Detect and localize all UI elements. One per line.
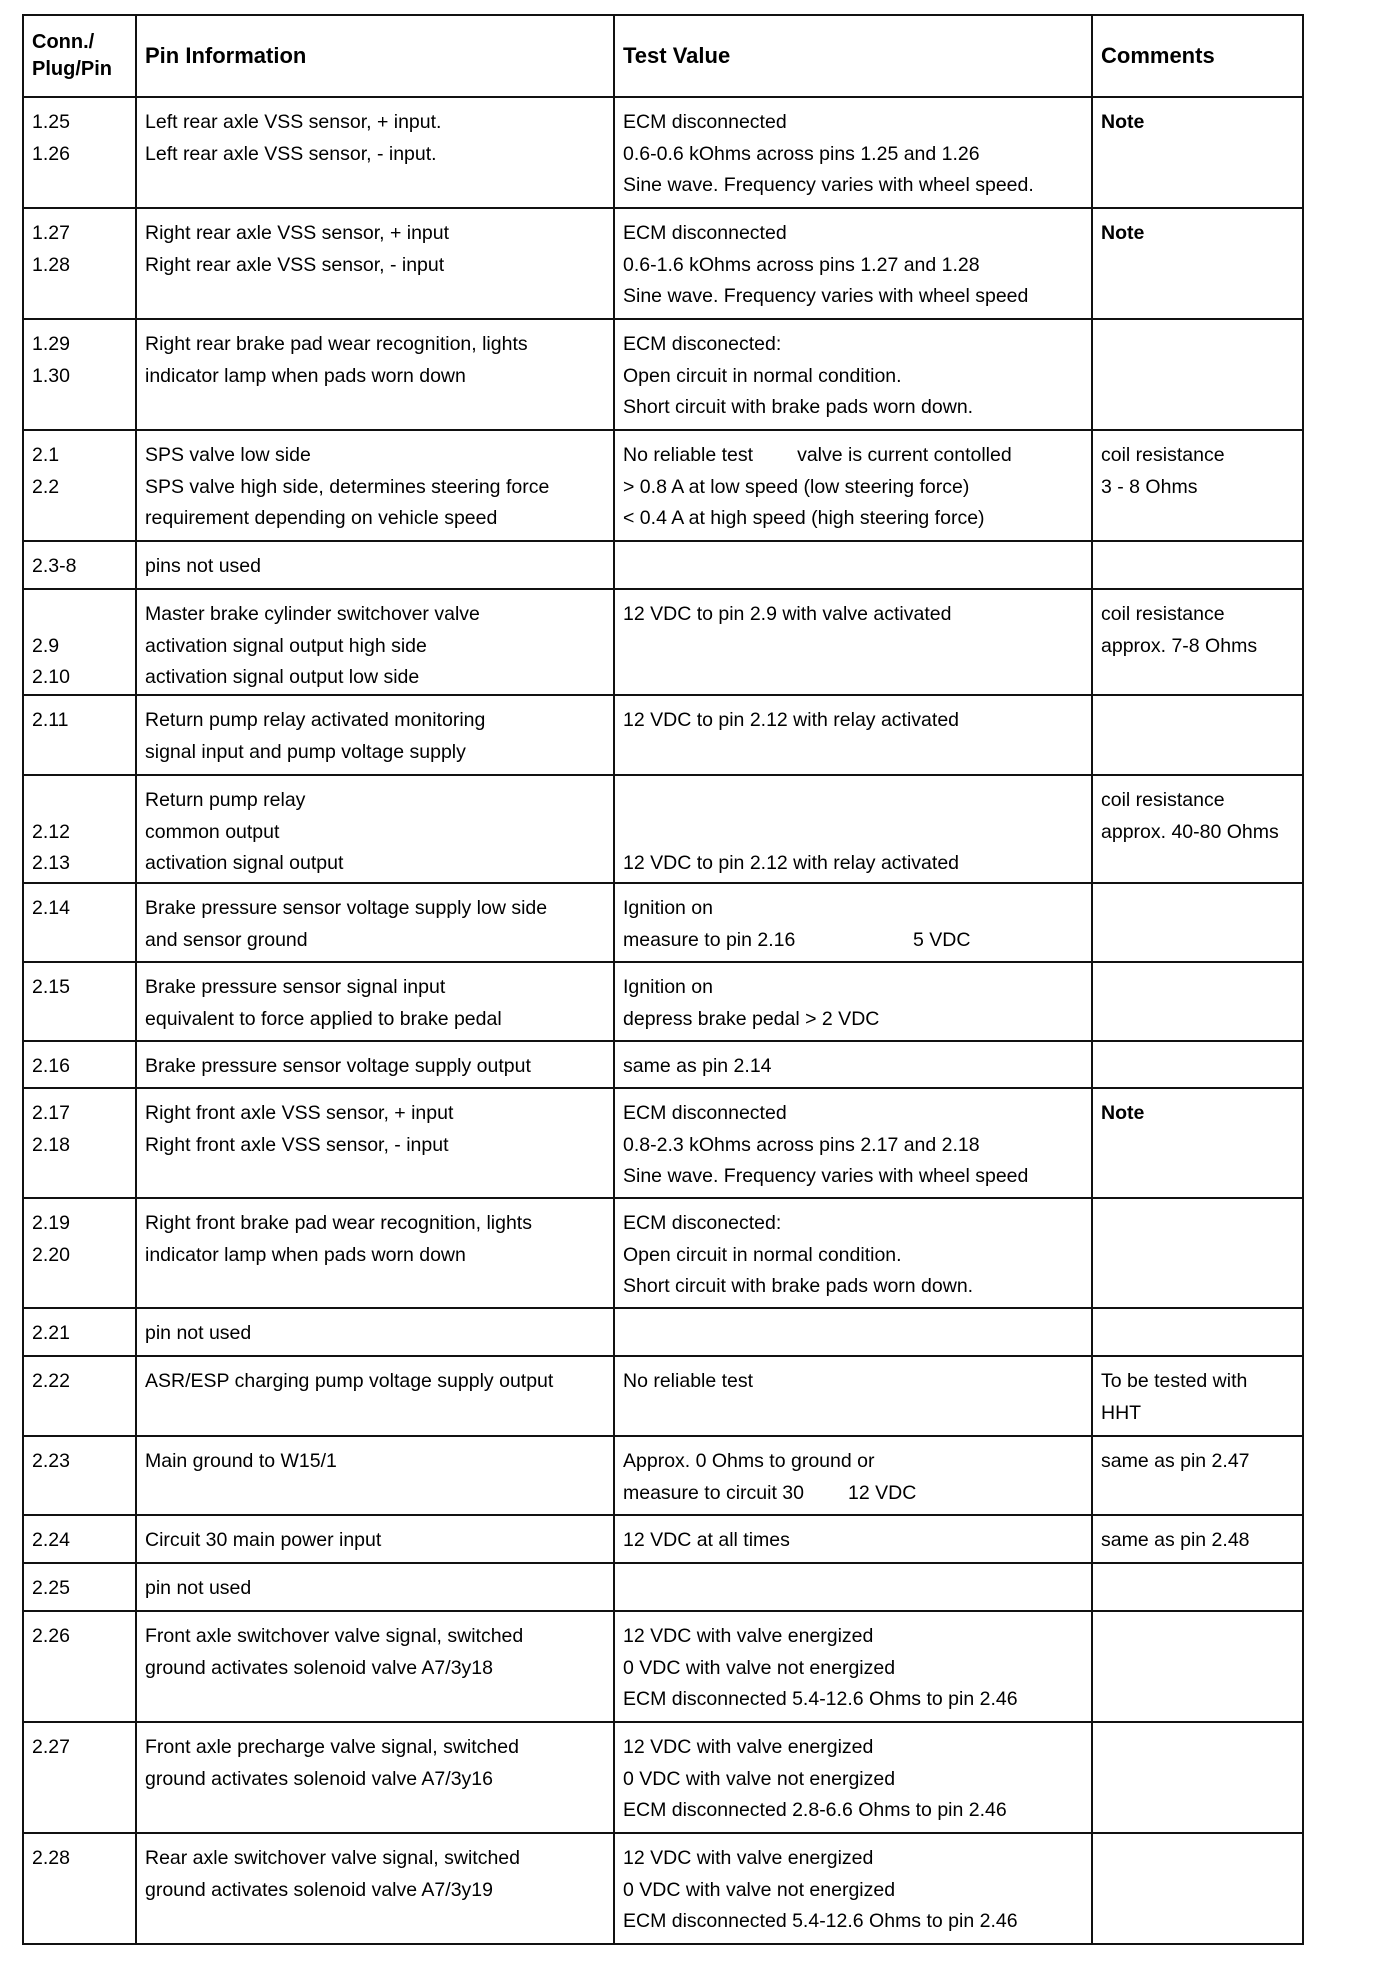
info-cell: pins not used xyxy=(136,541,614,589)
test-cell: ECM disconnected 0.6-1.6 kOhms across pins 1.27 and 1.28 Sine wave. Frequency varies with wheel speed xyxy=(614,208,1092,319)
pin-cell: 1.29 1.30 xyxy=(23,319,136,430)
pin-cell: 2.26 xyxy=(23,1611,136,1722)
pin-cell: 2.27 xyxy=(23,1722,136,1833)
info-cell: Front axle switchover valve signal, switched ground activates solenoid valve A7/3y18 xyxy=(136,1611,614,1722)
pin-cell: 1.27 1.28 xyxy=(23,208,136,319)
test-cell: 12 VDC at all times xyxy=(614,1515,1092,1563)
header-pin-information: Pin Information xyxy=(136,15,614,97)
pin-cell: 2.28 xyxy=(23,1833,136,1944)
comment-cell xyxy=(1092,1833,1303,1944)
table-row xyxy=(23,430,1303,541)
table-row xyxy=(23,1722,1303,1833)
table-row xyxy=(23,1515,1303,1563)
comment-cell: Note xyxy=(1092,208,1303,319)
table-row xyxy=(23,589,1303,695)
info-cell: Brake pressure sensor voltage supply output xyxy=(136,1041,614,1088)
pin-cell: 2.15 xyxy=(23,962,136,1041)
table-row xyxy=(23,541,1303,589)
info-cell: Brake pressure sensor signal input equivalent to force applied to brake pedal xyxy=(136,962,614,1041)
table-row xyxy=(23,962,1303,1041)
table-row xyxy=(23,1356,1303,1436)
comment-cell xyxy=(1092,1611,1303,1722)
comment-cell xyxy=(1092,541,1303,589)
test-cell: 12 VDC to pin 2.12 with relay activated xyxy=(614,695,1092,775)
table-row xyxy=(23,695,1303,775)
info-cell: Master brake cylinder switchover valve activation signal output high side activation signal output low side xyxy=(136,589,614,695)
table-row xyxy=(23,1563,1303,1611)
comment-cell: same as pin 2.47 xyxy=(1092,1436,1303,1515)
comment-cell xyxy=(1092,319,1303,430)
pin-cell: 2.24 xyxy=(23,1515,136,1563)
info-cell: Main ground to W15/1 xyxy=(136,1436,614,1515)
info-cell: Rear axle switchover valve signal, switched ground activates solenoid valve A7/3y19 xyxy=(136,1833,614,1944)
info-cell: Right rear axle VSS sensor, + input Right rear axle VSS sensor, - input xyxy=(136,208,614,319)
pin-cell: 2.14 xyxy=(23,883,136,962)
comment-cell xyxy=(1092,883,1303,962)
table-row xyxy=(23,775,1303,883)
test-cell: Ignition on measure to pin 2.16 5 VDC xyxy=(614,883,1092,962)
comment-cell xyxy=(1092,962,1303,1041)
table-row xyxy=(23,1088,1303,1198)
comment-cell: Note xyxy=(1092,1088,1303,1198)
test-cell: 12 VDC with valve energized 0 VDC with valve not energized ECM disconnected 5.4-12.6 Ohms to pin 2.46 xyxy=(614,1611,1092,1722)
comment-cell: coil resistance approx. 40-80 Ohms xyxy=(1092,775,1303,883)
test-cell: No reliable test valve is current contolled > 0.8 A at low speed (low steering force) < 0.4 A at high speed (high steering force) xyxy=(614,430,1092,541)
comment-cell xyxy=(1092,1308,1303,1356)
table-row xyxy=(23,1308,1303,1356)
info-cell: Right rear brake pad wear recognition, lights indicator lamp when pads worn down xyxy=(136,319,614,430)
pin-cell: 2.25 xyxy=(23,1563,136,1611)
header-row xyxy=(23,15,1303,97)
comment-cell xyxy=(1092,1563,1303,1611)
table-row xyxy=(23,883,1303,962)
comment-cell: To be tested with HHT xyxy=(1092,1356,1303,1436)
info-cell: Right front brake pad wear recognition, lights indicator lamp when pads worn down xyxy=(136,1198,614,1308)
pin-cell: 2.21 xyxy=(23,1308,136,1356)
test-cell: Ignition on depress brake pedal > 2 VDC xyxy=(614,962,1092,1041)
pin-cell: 2.23 xyxy=(23,1436,136,1515)
comment-cell xyxy=(1092,1198,1303,1308)
test-cell: 12 VDC with valve energized 0 VDC with valve not energized ECM disconnected 2.8-6.6 Ohms to pin 2.46 xyxy=(614,1722,1092,1833)
pin-cell: 2.3-8 xyxy=(23,541,136,589)
pin-cell: 2.17 2.18 xyxy=(23,1088,136,1198)
pin-cell: 1.25 1.26 xyxy=(23,97,136,208)
pin-cell: 2.1 2.2 xyxy=(23,430,136,541)
test-cell: No reliable test xyxy=(614,1356,1092,1436)
table-row xyxy=(23,1833,1303,1944)
info-cell: Right front axle VSS sensor, + input Right front axle VSS sensor, - input xyxy=(136,1088,614,1198)
info-cell: Circuit 30 main power input xyxy=(136,1515,614,1563)
comment-cell: coil resistance 3 - 8 Ohms xyxy=(1092,430,1303,541)
test-cell: ECM disconnected 0.6-0.6 kOhms across pins 1.25 and 1.26 Sine wave. Frequency varies with wheel speed. xyxy=(614,97,1092,208)
test-cell: ECM disconnected 0.8-2.3 kOhms across pins 2.17 and 2.18 Sine wave. Frequency varies with wheel speed xyxy=(614,1088,1092,1198)
test-cell: same as pin 2.14 xyxy=(614,1041,1092,1088)
test-cell: ECM disconected: Open circuit in normal condition. Short circuit with brake pads worn down. xyxy=(614,1198,1092,1308)
test-cell: 12 VDC to pin 2.12 with relay activated xyxy=(614,775,1092,883)
info-cell: SPS valve low side SPS valve high side, determines steering force requirement depending on vehicle speed xyxy=(136,430,614,541)
test-cell: 12 VDC to pin 2.9 with valve activated xyxy=(614,589,1092,695)
table-row xyxy=(23,1041,1303,1088)
comment-cell: Note xyxy=(1092,97,1303,208)
info-cell: ASR/ESP charging pump voltage supply output xyxy=(136,1356,614,1436)
table-row xyxy=(23,319,1303,430)
pin-test-table xyxy=(22,14,1304,1945)
table-row xyxy=(23,1198,1303,1308)
table-row xyxy=(23,97,1303,208)
header-comments: Comments xyxy=(1092,15,1303,97)
table-row xyxy=(23,1436,1303,1515)
comment-cell xyxy=(1092,695,1303,775)
comment-cell: coil resistance approx. 7-8 Ohms xyxy=(1092,589,1303,695)
pin-cell: 2.12 2.13 xyxy=(23,775,136,883)
info-cell: Brake pressure sensor voltage supply low side and sensor ground xyxy=(136,883,614,962)
table-row xyxy=(23,1611,1303,1722)
test-cell: ECM disconected: Open circuit in normal condition. Short circuit with brake pads worn down. xyxy=(614,319,1092,430)
test-cell xyxy=(614,541,1092,589)
test-cell: 12 VDC with valve energized 0 VDC with valve not energized ECM disconnected 5.4-12.6 Ohms to pin 2.46 xyxy=(614,1833,1092,1944)
pin-cell: 2.19 2.20 xyxy=(23,1198,136,1308)
info-cell: Front axle precharge valve signal, switched ground activates solenoid valve A7/3y16 xyxy=(136,1722,614,1833)
test-cell: Approx. 0 Ohms to ground or measure to circuit 30 12 VDC xyxy=(614,1436,1092,1515)
table-row xyxy=(23,208,1303,319)
header-test-value: Test Value xyxy=(614,15,1092,97)
test-cell xyxy=(614,1308,1092,1356)
pin-cell: 2.11 xyxy=(23,695,136,775)
info-cell: Return pump relay activated monitoring signal input and pump voltage supply xyxy=(136,695,614,775)
pin-cell: 2.22 xyxy=(23,1356,136,1436)
test-cell xyxy=(614,1563,1092,1611)
comment-cell: same as pin 2.48 xyxy=(1092,1515,1303,1563)
comment-cell xyxy=(1092,1041,1303,1088)
info-cell: Left rear axle VSS sensor, + input. Left rear axle VSS sensor, - input. xyxy=(136,97,614,208)
info-cell: pin not used xyxy=(136,1308,614,1356)
header-conn: Conn./ Plug/Pin xyxy=(23,15,136,97)
info-cell: pin not used xyxy=(136,1563,614,1611)
pin-cell: 2.9 2.10 xyxy=(23,589,136,695)
info-cell: Return pump relay common output activation signal output xyxy=(136,775,614,883)
comment-cell xyxy=(1092,1722,1303,1833)
pin-cell: 2.16 xyxy=(23,1041,136,1088)
